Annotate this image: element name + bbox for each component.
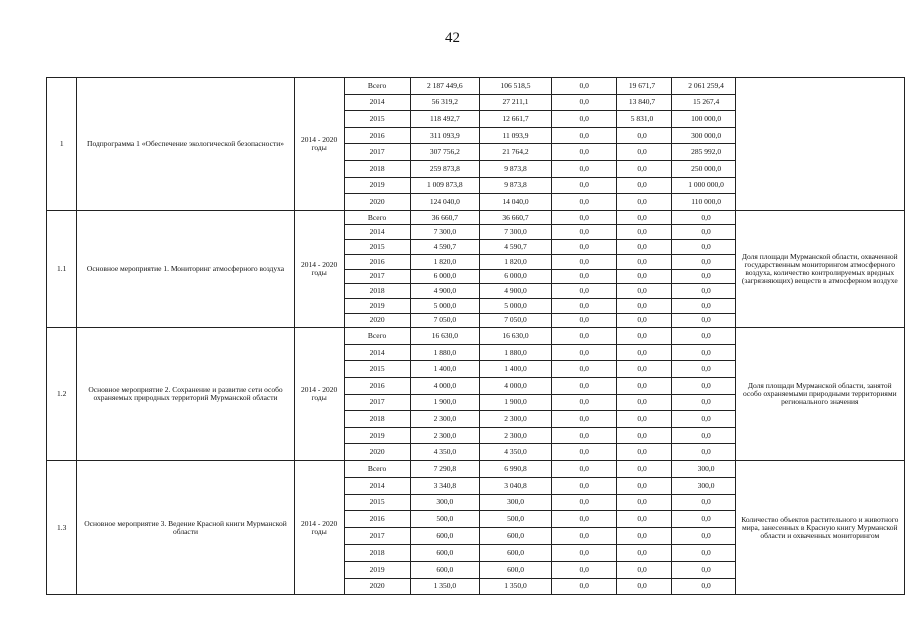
local-budget-cell: 0,0	[551, 477, 617, 494]
local-budget-cell: 0,0	[551, 127, 617, 144]
year-cell: 2017	[344, 528, 410, 545]
federal-budget-cell: 0,0	[617, 269, 671, 284]
year-cell: 2020	[344, 313, 410, 328]
table-row	[47, 328, 905, 345]
federal-budget-cell: 0,0	[617, 284, 671, 299]
year-cell: 2015	[344, 361, 410, 378]
total-amount-cell: 600,0	[410, 544, 480, 561]
page-number: 42	[445, 30, 460, 46]
regional-budget-cell: 16 630,0	[480, 328, 552, 345]
local-budget-cell: 0,0	[551, 528, 617, 545]
regional-budget-cell: 27 211,1	[480, 94, 552, 111]
federal-budget-cell: 0,0	[617, 461, 671, 478]
regional-budget-cell: 11 093,9	[480, 127, 552, 144]
federal-budget-cell: 0,0	[617, 427, 671, 444]
federal-budget-cell: 0,0	[617, 328, 671, 345]
local-budget-cell: 0,0	[551, 511, 617, 528]
indicator-text: Доля площади Мурманской области, охваченной государственным мониторингом атмосферного воздуха, количество контролируемых вредных (загрязняющих) веществ в атмосферном воздухе	[735, 210, 904, 328]
federal-budget-cell: 0,0	[617, 127, 671, 144]
other-sources-cell: 15 267,4	[671, 94, 735, 111]
federal-budget-cell: 0,0	[617, 210, 671, 225]
total-amount-cell: 2 187 449,6	[410, 78, 480, 95]
total-amount-cell: 5 000,0	[410, 298, 480, 313]
regional-budget-cell: 12 661,7	[480, 111, 552, 128]
other-sources-cell: 0,0	[671, 578, 735, 595]
year-cell: 2020	[344, 444, 410, 461]
total-amount-cell: 300,0	[410, 494, 480, 511]
federal-budget-cell: 19 671,7	[617, 78, 671, 95]
local-budget-cell: 0,0	[551, 461, 617, 478]
regional-budget-cell: 9 873,8	[480, 160, 552, 177]
local-budget-cell: 0,0	[551, 344, 617, 361]
total-amount-cell: 500,0	[410, 511, 480, 528]
local-budget-cell: 0,0	[551, 160, 617, 177]
regional-budget-cell: 4 350,0	[480, 444, 552, 461]
table-row	[47, 210, 905, 225]
total-amount-cell: 16 630,0	[410, 328, 480, 345]
section-number: 1.3	[47, 461, 77, 595]
other-sources-cell: 0,0	[671, 225, 735, 240]
local-budget-cell: 0,0	[551, 544, 617, 561]
other-sources-cell: 300 000,0	[671, 127, 735, 144]
total-amount-cell: 600,0	[410, 561, 480, 578]
year-cell: 2019	[344, 177, 410, 194]
federal-budget-cell: 0,0	[617, 254, 671, 269]
other-sources-cell: 0,0	[671, 328, 735, 345]
total-amount-cell: 6 000,0	[410, 269, 480, 284]
total-amount-cell: 36 660,7	[410, 210, 480, 225]
federal-budget-cell: 0,0	[617, 411, 671, 428]
other-sources-cell: 0,0	[671, 444, 735, 461]
local-budget-cell: 0,0	[551, 177, 617, 194]
local-budget-cell: 0,0	[551, 210, 617, 225]
local-budget-cell: 0,0	[551, 444, 617, 461]
table-row	[47, 461, 905, 478]
year-cell: Всего	[344, 328, 410, 345]
local-budget-cell: 0,0	[551, 298, 617, 313]
year-cell: 2019	[344, 298, 410, 313]
regional-budget-cell: 36 660,7	[480, 210, 552, 225]
regional-budget-cell: 2 300,0	[480, 427, 552, 444]
total-amount-cell: 7 050,0	[410, 313, 480, 328]
section-name: Основное мероприятие 2. Сохранение и развитие сети особо охраняемых природных территорий Мурманской области	[77, 328, 294, 461]
total-amount-cell: 311 093,9	[410, 127, 480, 144]
other-sources-cell: 0,0	[671, 240, 735, 255]
local-budget-cell: 0,0	[551, 561, 617, 578]
other-sources-cell: 0,0	[671, 561, 735, 578]
year-cell: 2014	[344, 94, 410, 111]
other-sources-cell: 1 000 000,0	[671, 177, 735, 194]
total-amount-cell: 259 873,8	[410, 160, 480, 177]
local-budget-cell: 0,0	[551, 578, 617, 595]
total-amount-cell: 1 350,0	[410, 578, 480, 595]
local-budget-cell: 0,0	[551, 254, 617, 269]
regional-budget-cell: 1 820,0	[480, 254, 552, 269]
other-sources-cell: 0,0	[671, 544, 735, 561]
total-amount-cell: 118 492,7	[410, 111, 480, 128]
regional-budget-cell: 500,0	[480, 511, 552, 528]
federal-budget-cell: 0,0	[617, 194, 671, 211]
federal-budget-cell: 0,0	[617, 177, 671, 194]
federal-budget-cell: 0,0	[617, 528, 671, 545]
local-budget-cell: 0,0	[551, 225, 617, 240]
federal-budget-cell: 0,0	[617, 394, 671, 411]
section-period: 2014 - 2020 годы	[294, 328, 344, 461]
total-amount-cell: 1 900,0	[410, 394, 480, 411]
year-cell: 2019	[344, 427, 410, 444]
regional-budget-cell: 300,0	[480, 494, 552, 511]
local-budget-cell: 0,0	[551, 328, 617, 345]
other-sources-cell: 100 000,0	[671, 111, 735, 128]
total-amount-cell: 307 756,2	[410, 144, 480, 161]
regional-budget-cell: 5 000,0	[480, 298, 552, 313]
federal-budget-cell: 0,0	[617, 444, 671, 461]
other-sources-cell: 300,0	[671, 477, 735, 494]
local-budget-cell: 0,0	[551, 284, 617, 299]
regional-budget-cell: 14 040,0	[480, 194, 552, 211]
section-period: 2014 - 2020 годы	[294, 78, 344, 211]
year-cell: 2014	[344, 344, 410, 361]
section-name: Основное мероприятие 1. Мониторинг атмосферного воздуха	[77, 210, 294, 328]
federal-budget-cell: 5 831,0	[617, 111, 671, 128]
year-cell: 2018	[344, 411, 410, 428]
other-sources-cell: 0,0	[671, 394, 735, 411]
total-amount-cell: 1 400,0	[410, 361, 480, 378]
other-sources-cell: 110 000,0	[671, 194, 735, 211]
total-amount-cell: 124 040,0	[410, 194, 480, 211]
total-amount-cell: 1 820,0	[410, 254, 480, 269]
federal-budget-cell: 0,0	[617, 477, 671, 494]
federal-budget-cell: 0,0	[617, 511, 671, 528]
local-budget-cell: 0,0	[551, 494, 617, 511]
local-budget-cell: 0,0	[551, 378, 617, 395]
regional-budget-cell: 1 350,0	[480, 578, 552, 595]
regional-budget-cell: 106 518,5	[480, 78, 552, 95]
other-sources-cell: 0,0	[671, 361, 735, 378]
local-budget-cell: 0,0	[551, 427, 617, 444]
indicator-text: Доля площади Мурманской области, занятой особо охраняемыми природными территориями регионального значения	[735, 328, 904, 461]
local-budget-cell: 0,0	[551, 361, 617, 378]
other-sources-cell: 0,0	[671, 254, 735, 269]
total-amount-cell: 4 000,0	[410, 378, 480, 395]
other-sources-cell: 0,0	[671, 269, 735, 284]
year-cell: 2014	[344, 477, 410, 494]
regional-budget-cell: 1 880,0	[480, 344, 552, 361]
local-budget-cell: 0,0	[551, 411, 617, 428]
year-cell: 2018	[344, 160, 410, 177]
year-cell: 2020	[344, 578, 410, 595]
federal-budget-cell: 0,0	[617, 544, 671, 561]
other-sources-cell: 0,0	[671, 313, 735, 328]
total-amount-cell: 2 300,0	[410, 427, 480, 444]
local-budget-cell: 0,0	[551, 194, 617, 211]
regional-budget-cell: 9 873,8	[480, 177, 552, 194]
regional-budget-cell: 6 990,8	[480, 461, 552, 478]
total-amount-cell: 7 290,8	[410, 461, 480, 478]
year-cell: 2019	[344, 561, 410, 578]
total-amount-cell: 600,0	[410, 528, 480, 545]
total-amount-cell: 3 340,8	[410, 477, 480, 494]
year-cell: 2015	[344, 240, 410, 255]
other-sources-cell: 0,0	[671, 378, 735, 395]
year-cell: 2016	[344, 378, 410, 395]
other-sources-cell: 0,0	[671, 411, 735, 428]
year-cell: Всего	[344, 78, 410, 95]
year-cell: 2018	[344, 544, 410, 561]
regional-budget-cell: 21 764,2	[480, 144, 552, 161]
other-sources-cell: 2 061 259,4	[671, 78, 735, 95]
local-budget-cell: 0,0	[551, 240, 617, 255]
total-amount-cell: 56 319,2	[410, 94, 480, 111]
other-sources-cell: 0,0	[671, 494, 735, 511]
other-sources-cell: 285 992,0	[671, 144, 735, 161]
year-cell: 2018	[344, 284, 410, 299]
indicator-text: Количество объектов растительного и животного мира, занесенных в Красную книгу Мурманской области и охваченных мониторингом	[735, 461, 904, 595]
regional-budget-cell: 3 040,8	[480, 477, 552, 494]
section-number: 1.1	[47, 210, 77, 328]
federal-budget-cell: 0,0	[617, 144, 671, 161]
year-cell: 2014	[344, 225, 410, 240]
total-amount-cell: 2 300,0	[410, 411, 480, 428]
regional-budget-cell: 600,0	[480, 528, 552, 545]
local-budget-cell: 0,0	[551, 269, 617, 284]
other-sources-cell: 0,0	[671, 210, 735, 225]
total-amount-cell: 4 350,0	[410, 444, 480, 461]
regional-budget-cell: 4 900,0	[480, 284, 552, 299]
regional-budget-cell: 6 000,0	[480, 269, 552, 284]
local-budget-cell: 0,0	[551, 394, 617, 411]
local-budget-cell: 0,0	[551, 94, 617, 111]
year-cell: 2017	[344, 394, 410, 411]
year-cell: 2015	[344, 111, 410, 128]
regional-budget-cell: 600,0	[480, 561, 552, 578]
local-budget-cell: 0,0	[551, 313, 617, 328]
regional-budget-cell: 4 590,7	[480, 240, 552, 255]
federal-budget-cell: 0,0	[617, 344, 671, 361]
year-cell: 2016	[344, 254, 410, 269]
other-sources-cell: 0,0	[671, 427, 735, 444]
year-cell: 2016	[344, 127, 410, 144]
federal-budget-cell: 0,0	[617, 378, 671, 395]
year-cell: 2015	[344, 494, 410, 511]
federal-budget-cell: 0,0	[617, 313, 671, 328]
federal-budget-cell: 0,0	[617, 240, 671, 255]
regional-budget-cell: 600,0	[480, 544, 552, 561]
regional-budget-cell: 7 050,0	[480, 313, 552, 328]
federal-budget-cell: 0,0	[617, 298, 671, 313]
section-number: 1	[47, 78, 77, 211]
regional-budget-cell: 2 300,0	[480, 411, 552, 428]
regional-budget-cell: 4 000,0	[480, 378, 552, 395]
federal-budget-cell: 13 840,7	[617, 94, 671, 111]
regional-budget-cell: 1 900,0	[480, 394, 552, 411]
total-amount-cell: 4 590,7	[410, 240, 480, 255]
total-amount-cell: 1 009 873,8	[410, 177, 480, 194]
total-amount-cell: 7 300,0	[410, 225, 480, 240]
year-cell: Всего	[344, 210, 410, 225]
other-sources-cell: 250 000,0	[671, 160, 735, 177]
table-row	[47, 78, 905, 95]
total-amount-cell: 1 880,0	[410, 344, 480, 361]
year-cell: Всего	[344, 461, 410, 478]
other-sources-cell: 0,0	[671, 528, 735, 545]
federal-budget-cell: 0,0	[617, 225, 671, 240]
other-sources-cell: 0,0	[671, 284, 735, 299]
section-name: Основное мероприятие 3. Ведение Красной книги Мурманской области	[77, 461, 294, 595]
regional-budget-cell: 7 300,0	[480, 225, 552, 240]
other-sources-cell: 0,0	[671, 298, 735, 313]
other-sources-cell: 0,0	[671, 511, 735, 528]
local-budget-cell: 0,0	[551, 111, 617, 128]
year-cell: 2016	[344, 511, 410, 528]
other-sources-cell: 300,0	[671, 461, 735, 478]
federal-budget-cell: 0,0	[617, 561, 671, 578]
federal-budget-cell: 0,0	[617, 578, 671, 595]
year-cell: 2017	[344, 144, 410, 161]
section-period: 2014 - 2020 годы	[294, 461, 344, 595]
federal-budget-cell: 0,0	[617, 160, 671, 177]
regional-budget-cell: 1 400,0	[480, 361, 552, 378]
funding-table	[46, 77, 905, 595]
total-amount-cell: 4 900,0	[410, 284, 480, 299]
year-cell: 2017	[344, 269, 410, 284]
federal-budget-cell: 0,0	[617, 494, 671, 511]
federal-budget-cell: 0,0	[617, 361, 671, 378]
section-period: 2014 - 2020 годы	[294, 210, 344, 328]
local-budget-cell: 0,0	[551, 144, 617, 161]
year-cell: 2020	[344, 194, 410, 211]
indicator-text	[735, 78, 904, 211]
other-sources-cell: 0,0	[671, 344, 735, 361]
section-name: Подпрограмма 1 «Обеспечение экологической безопасности»	[77, 78, 294, 211]
local-budget-cell: 0,0	[551, 78, 617, 95]
section-number: 1.2	[47, 328, 77, 461]
